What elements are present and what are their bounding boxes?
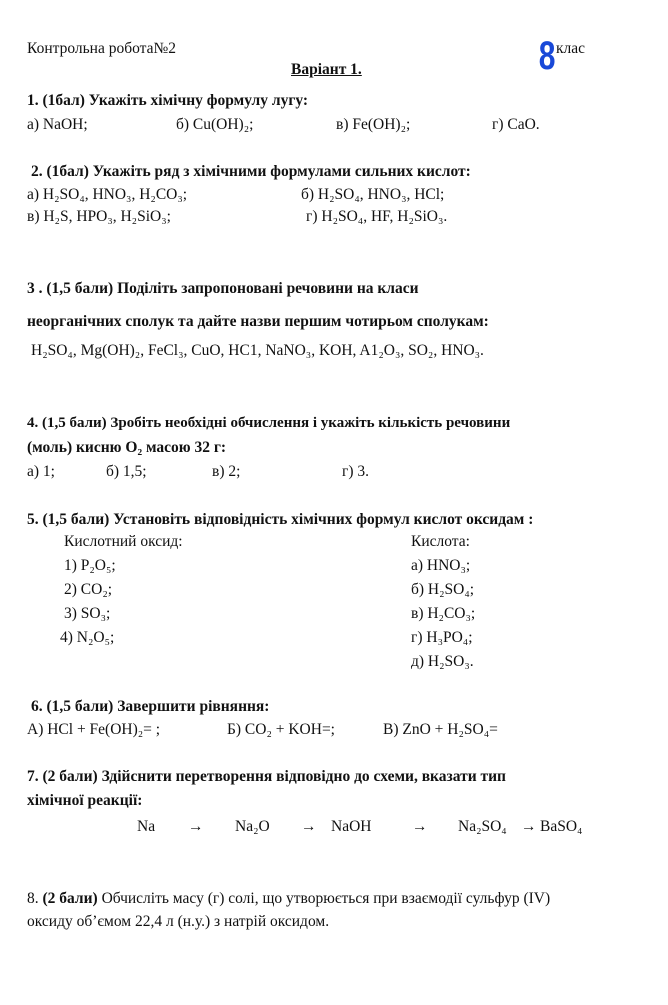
q4-option-b: б) 1,5; — [106, 463, 147, 480]
q4-option-d: г) 3. — [342, 463, 370, 480]
q5-left-item: 1) P₂O₅; — [64, 557, 116, 574]
q1-option-d: г) CaO. — [492, 116, 540, 133]
q4-heading-line1: 4. (1,5 бали) Зробіть необхідні обчислення і укажіть кількість речовини — [27, 415, 511, 431]
test-title: Контрольна робота№2 — [27, 40, 177, 57]
q5-right-title: Кислота: — [411, 533, 470, 550]
grade-number: 8 — [538, 34, 556, 78]
q7-scheme-na: Na — [137, 818, 156, 835]
grade-label: клас — [556, 40, 586, 57]
arrow-icon: → — [521, 818, 537, 835]
q5-right-item: в) H₂CO₃; — [411, 605, 476, 622]
q5-right-item: б) H₂SO₄; — [411, 581, 475, 598]
q6-heading: 6. (1,5 бали) Завершити рівняння: — [31, 698, 270, 715]
q2-heading: 2. (1бал) Укажіть ряд з хімічними формулами сильних кислот: — [31, 163, 471, 180]
q5-right-item: г) H₃PO₄; — [411, 629, 473, 646]
q5-left-item: 4) N₂O₅; — [60, 629, 115, 646]
q6-equation-a: А) HCl + Fe(OH)₂= ; — [27, 721, 161, 738]
q5-right-item: д) H₂SO₃. — [411, 653, 474, 670]
arrow-icon: → — [301, 818, 317, 835]
q5-heading: 5. (1,5 бали) Установіть відповідність хімічних формул кислот оксидам : — [27, 511, 534, 528]
q4-option-c: в) 2; — [212, 463, 241, 480]
q5-left-item: 3) SO₃; — [64, 605, 111, 622]
q3-heading-line1: 3 . (1,5 бали) Поділіть запропоновані речовини на класи — [27, 280, 419, 297]
arrow-icon: → — [188, 818, 204, 835]
q6-equation-c: В) ZnO + H₂SO₄= — [383, 721, 498, 738]
q7-scheme-baso4: BaSO₄ — [540, 818, 583, 835]
q1-option-a: а) NaOH; — [27, 116, 88, 133]
q8-text-line2: оксиду об’ємом 22,4 л (н.у.) з натрій оксидом. — [27, 913, 330, 930]
q1-option-c: в) Fe(OH)₂; — [336, 116, 411, 133]
q5-left-item: 2) CO₂; — [64, 581, 113, 598]
q6-equation-b: Б) CO₂ + KOH=; — [227, 721, 335, 738]
q2-option-a: а) H₂SO₄, HNO₃, H₂CO₃; — [27, 186, 188, 203]
q5-left-title: Кислотний оксид: — [64, 533, 183, 550]
q3-substances: H₂SO₄, Mg(OH)₂, FeCl₃, CuO, HC1, NaNO₃, KOH, A1₂O₃, SO₂, HNO₃. — [31, 342, 484, 359]
q7-heading-line1: 7. (2 бали) Здійснити перетворення відповідно до схеми, вказати тип — [27, 768, 506, 785]
q1-heading: 1. (1бал) Укажіть хімічну формулу лугу: — [27, 92, 309, 109]
variant-title: Варіант 1. — [291, 61, 362, 78]
q4-option-a: а) 1; — [27, 463, 55, 480]
q5-right-item: а) HNO₃; — [411, 557, 471, 574]
q2-option-b: б) H₂SO₄, HNO₃, HCl; — [301, 186, 445, 203]
q2-option-d: г) H₂SO₄, HF, H₂SiO₃. — [306, 208, 448, 225]
q2-option-c: в) H₂S, HPO₃, H₂SiO₃; — [27, 208, 171, 225]
q4-heading-line2: (моль) кисню O₂ масою 32 г: — [27, 439, 227, 456]
q7-scheme-na2o: Na₂O — [235, 818, 270, 835]
q7-scheme-na2so4: Na₂SO₄ — [458, 818, 507, 835]
q7-scheme-naoh: NaOH — [331, 818, 372, 835]
q8-text-line1: 8. (2 бали) Обчисліть масу (г) солі, що утворюється при взаємодії сульфур (IV) — [27, 890, 551, 907]
arrow-icon: → — [412, 818, 428, 835]
q3-heading-line2: неорганічних сполук та дайте назви першим чотирьом сполукам: — [27, 313, 489, 330]
q1-option-b: б) Cu(OH)₂; — [176, 116, 254, 133]
q7-heading-line2: хімічної реакції: — [27, 792, 143, 809]
